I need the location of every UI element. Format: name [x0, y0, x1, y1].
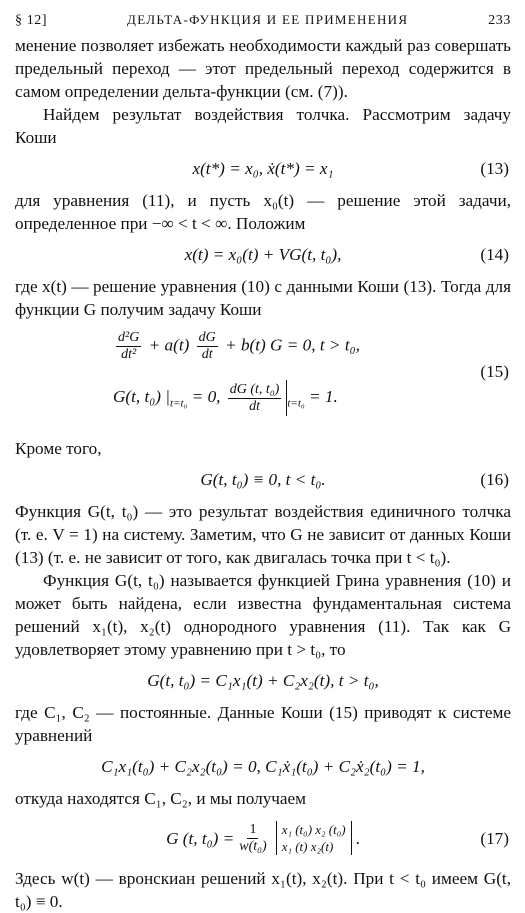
running-header	[15, 8, 511, 34]
fraction-wronskian: $\frac{1}{\text{w(t₀)}}$	[239, 821, 267, 854]
equation-16-number: (16)	[480, 470, 509, 489]
equation-13	[15, 155, 511, 182]
equation-17: G (t, t₀) = $\frac{1}{\text{w(t₀)}}$ x₁ (t₀) x₂ (t₀) x₁ (t) x₂(t) . (17)	[166, 821, 509, 854]
fraction-d2g: $\frac{\text{d²G}}{\text{dt²}}$	[118, 330, 140, 362]
paragraph-6: Функция G(t, t₀) — это результат воздействия единичного толчка (т. е. V = 1) на систему. Заметим, что G не зависит от данных Коши (13) (т. е. не зависит от того, как двигалась точка при t < t₀).	[15, 502, 511, 567]
equation-general-solution	[15, 667, 511, 694]
equation-16-body: G(t, t₀) ≡ 0, t < t₀.	[200, 470, 326, 489]
paragraph-3: для уравнения (11), и пусть x₀(t) — решение этой задачи, определенное при −∞ < t < ∞. Положим	[15, 191, 511, 233]
page	[15, 8, 511, 913]
equation-14-body: x(t) = x₀(t) + VG(t, t₀),	[184, 245, 342, 264]
equation-17-left: G (t, t₀) =	[166, 828, 235, 848]
paragraph-10: Здесь w(t) — вронскиан решений x₁(t), x₂(t). При t < t₀ имеем G(t, t₀) ≡ 0.	[15, 869, 511, 911]
paragraph-4: где x(t) — решение уравнения (10) с данными Коши (13). Тогда для функции G получим задачу Коши	[15, 277, 511, 319]
page-number: 233	[488, 13, 511, 28]
paragraph-2: Найдем результат воздействия толчка. Рассмотрим задачу Коши	[15, 105, 511, 147]
equation-15-line-2: G(t, t₀) $|_{t=t_0} = 0$, $\frac{\text{dG (t, t₀)}}{dt}$ $_{t=t_0}$ = 1.	[113, 380, 338, 416]
paragraph-5: Кроме того,	[15, 439, 102, 458]
equation-13-body: x(t*) = x₀, ẋ(t*) = x₁	[192, 159, 334, 178]
paragraph-9: откуда находятся C₁, C₂, и мы получаем	[15, 789, 307, 808]
determinant	[276, 821, 352, 855]
section-number: § 12]	[15, 13, 48, 28]
equation-14	[15, 241, 511, 268]
determinant-row-2: x₁ (t) x₂(t)	[281, 839, 334, 854]
equation-17-number: (17)	[480, 828, 509, 848]
paragraph-1: менение позволяет избежать необходимости каждый раз совершать предельный переход — этот предельный переход содержится в самом определении дельта-функции (см. (7)).	[15, 36, 511, 101]
equation-system	[15, 753, 511, 780]
equation-15-line-1: $\frac{\text{d²G}}{\text{dt²}}$ + a(t) $\frac{dG}{dt}$ + b(t) G = 0, t > t₀,	[118, 330, 360, 362]
general-solution-body: G(t, t₀) = C₁x₁(t) + C₂x₂(t), t > t₀,	[147, 671, 379, 690]
equation-16	[15, 466, 511, 493]
paragraph-7: Функция G(t, t₀) называется функцией Грина уравнения (10) и может быть найдена, если известна фундаментальная система решений x₁(t), x₂(t) однородного уравнения (11). Так как G удовлетворяет этому уравнению при t > t₀, то	[15, 571, 511, 659]
fraction-dg-t: $\frac{\text{dG (t, t₀)}}{dt}$	[229, 381, 280, 414]
header-title: ДЕЛЬТА-ФУНКЦИЯ И ЕЕ ПРИМЕНЕНИЯ	[127, 12, 409, 27]
equation-15-number: (15)	[480, 362, 509, 381]
fraction-dg: $\frac{dG}{dt}$	[198, 330, 216, 362]
system-body: C₁x₁(t₀) + C₂x₂(t₀) = 0, C₁ẋ₁(t₀) + C₂ẋ₂(t₀) = 1,	[101, 757, 425, 776]
equation-15	[15, 324, 511, 432]
equation-14-number: (14)	[480, 245, 509, 264]
determinant-row-1: x₁ (t₀) x₂ (t₀)	[281, 822, 346, 837]
equation-13-number: (13)	[480, 159, 509, 178]
paragraph-8: где C₁, C₂ — постоянные. Данные Коши (15) приводят к системе уравнений	[15, 703, 511, 745]
